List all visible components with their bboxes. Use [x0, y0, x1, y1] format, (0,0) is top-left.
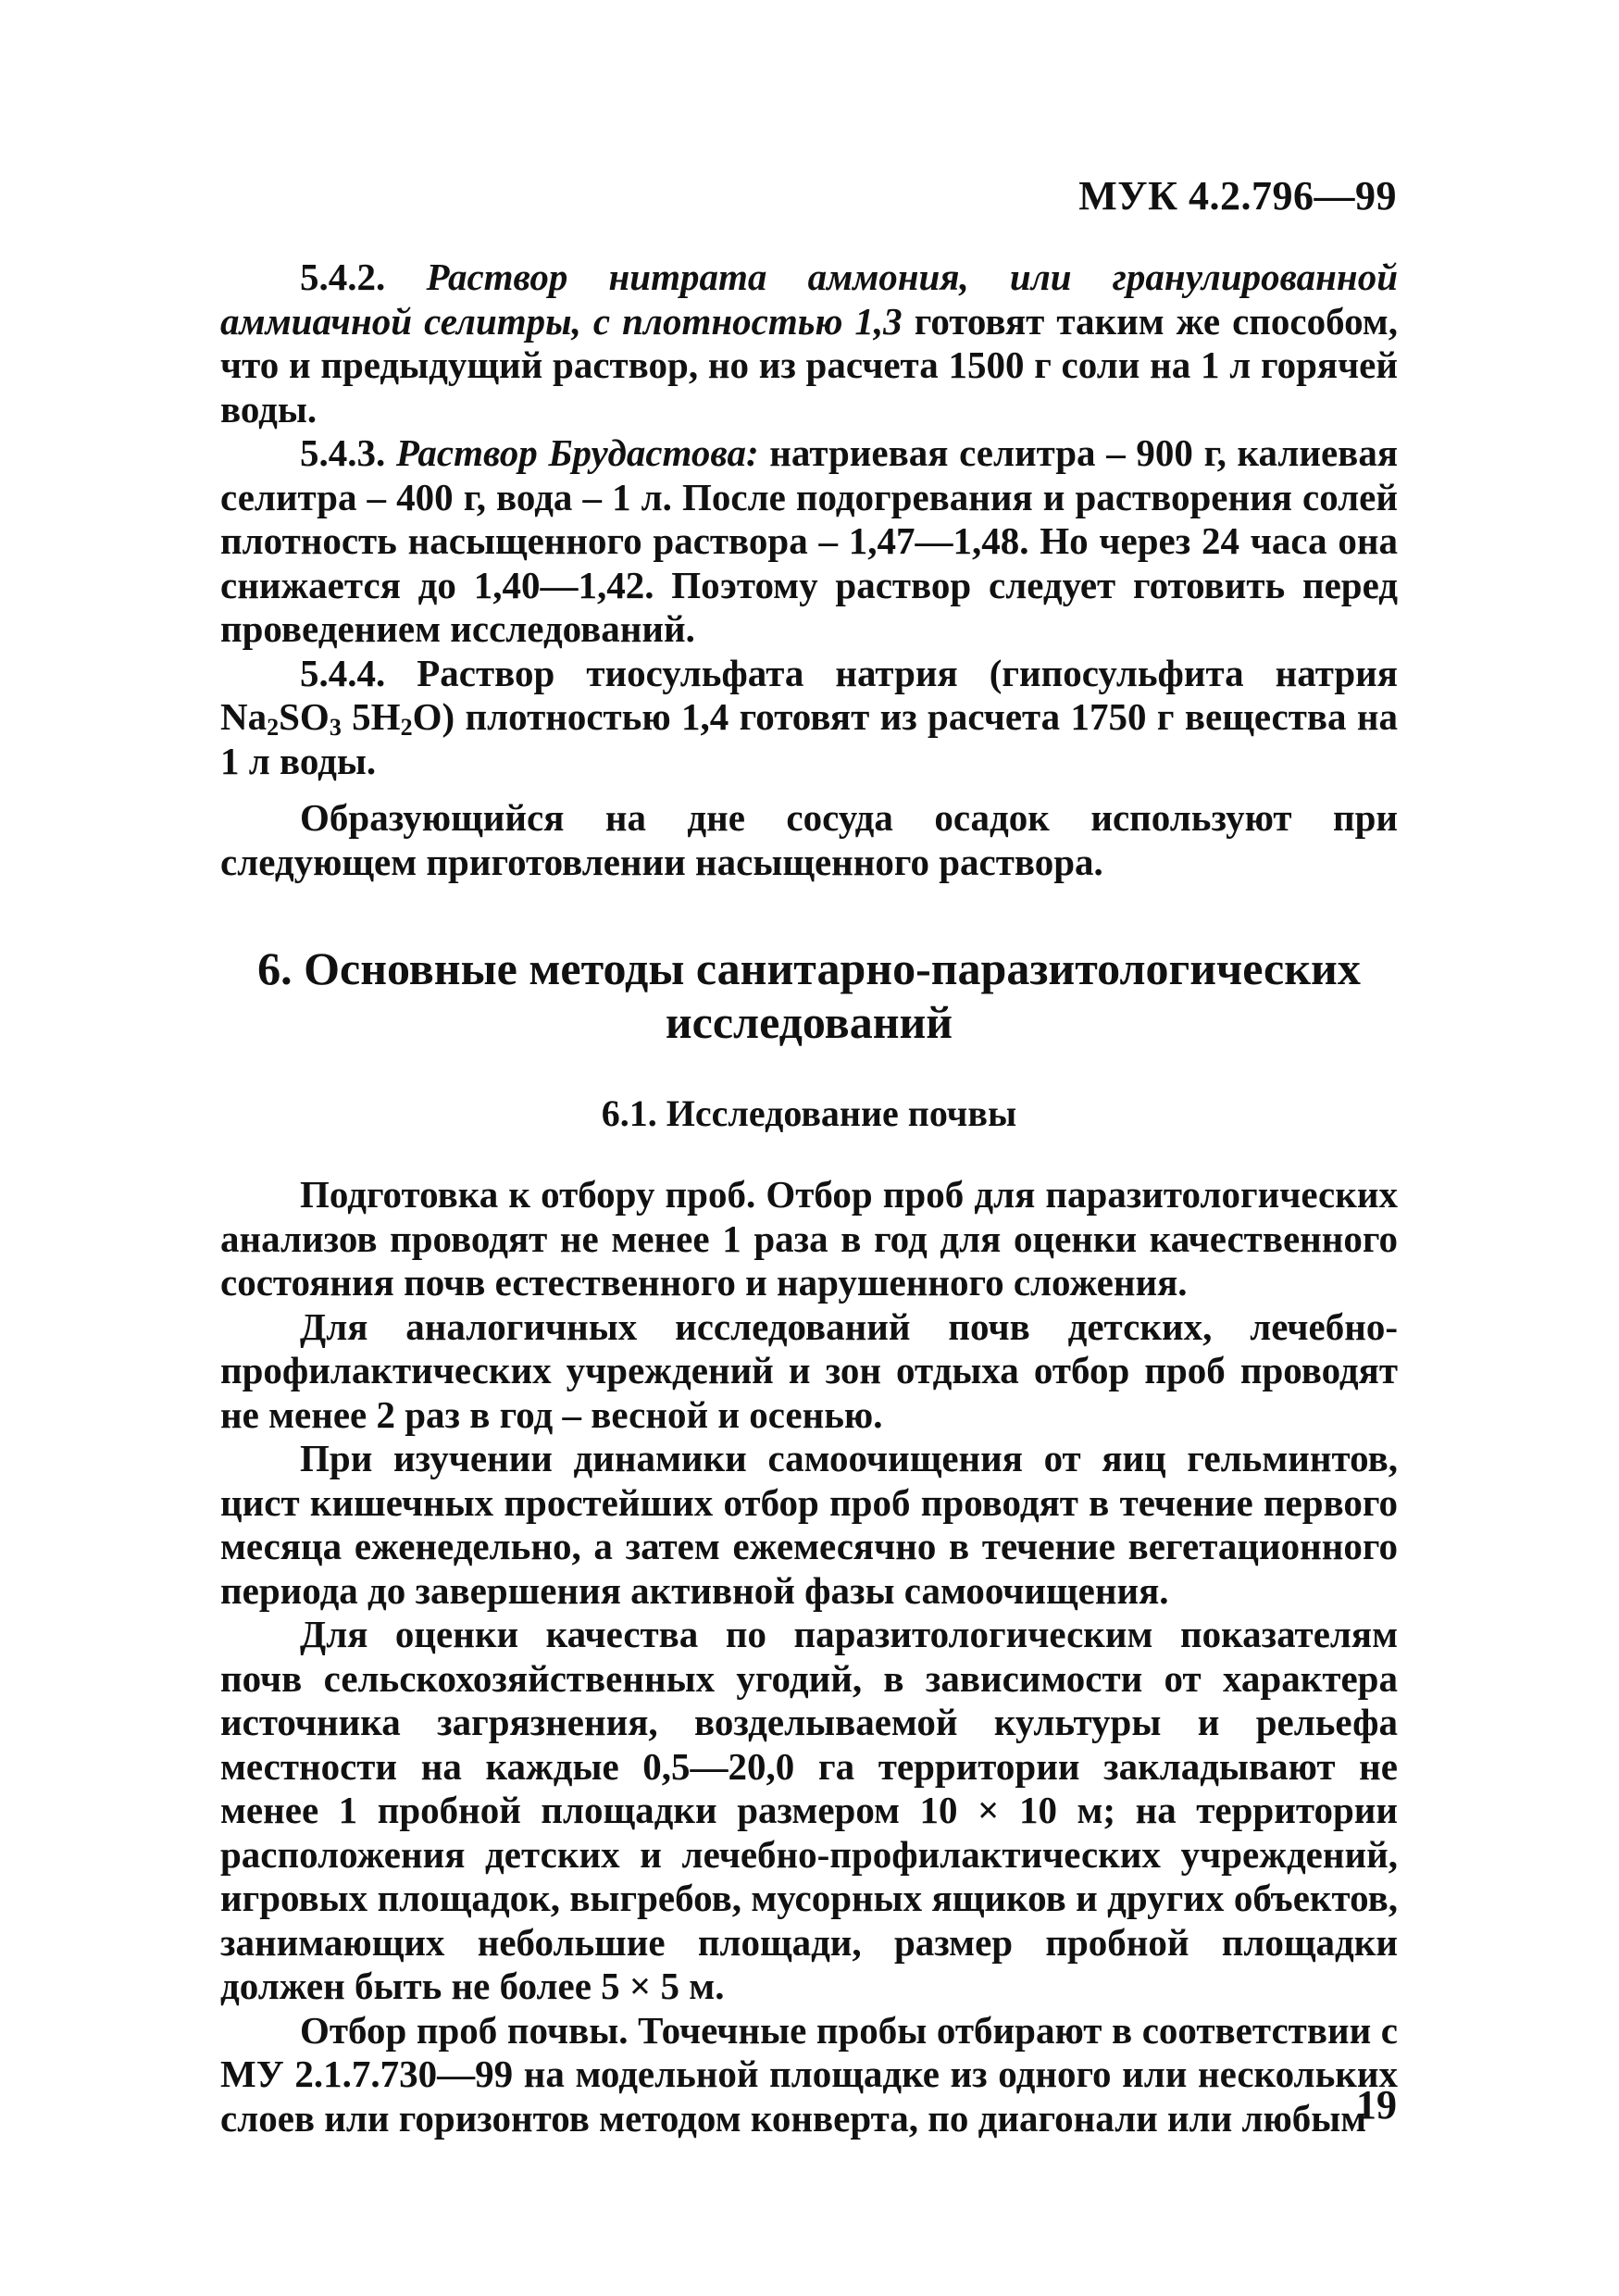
formula-subscript: 3 — [329, 714, 342, 741]
chapter-title-line: исследований — [665, 996, 953, 1048]
running-header: МУК 4.2.796—99 — [1078, 173, 1397, 218]
paragraph-5-4-4 — [220, 652, 1398, 784]
paragraph-self-cleaning: При изучении динамики самоочищения от яиц гельминтов, цист кишечных простейших отбор проб проводят в течение первого месяца еженедельно, а затем ежемесячно в течение вегетационного периода до завершения активной фазы самоочищения. — [220, 1437, 1398, 1612]
paragraph-quality-assessment: Для оценки качества по паразитологическим показателям почв сельскохозяйственных угодий, в зависимости от характера источника загрязнения, возделываемой культуры и рельефа местности на каждые 0,5—20,0 га территории закладывают не менее 1 пробной площадки размером 10 × 10 м; на территории расположения детских и лечебно-профилактических учреждений, игровых площадок, выгребов, мусорных ящиков и других объектов, занимающих небольшие площади, размер пробной площадки должен быть не более 5 × 5 м. — [220, 1613, 1398, 2007]
paragraph-5-4-2 — [220, 256, 1398, 431]
clause-number: 5.4.2. — [300, 256, 427, 298]
paragraph-children-institutions: Для аналогичных исследований почв детских, лечебно-профилактических учреждений и зон отдыха отбор проб проводят не менее 2 раз в год – весной и осенью. — [220, 1304, 1398, 1436]
clause-number: 5.4.3. — [300, 431, 396, 474]
run-in-heading: Отбор проб почвы — [300, 2008, 619, 2052]
paragraph-text: . Точечные пробы отбирают в соответствии с МУ 2.1.7.730—99 на модельной площадке из одного или нескольких слоев или горизонтов методом конверта, по диагонали или любым — [220, 2008, 1398, 2140]
clause-title: Раствор нитрата аммония, или гранулированной аммиачной селитры, с плотностью 1,3 — [220, 256, 1398, 343]
formula-text: 5H — [341, 695, 401, 738]
paragraph-sampling-prep — [220, 1173, 1398, 1305]
clause-text: натриевая селитра – 900 г, калиевая селитра – 400 г, вода – 1 л. После подогревания и растворения солей плотность насыщенного раствора – 1,47—1,48. Но через 24 часа она снижается до 1,40—1,42. Поэтому раствор следует готовить перед проведением исследований. — [220, 431, 1398, 650]
formula-text: SO — [279, 695, 330, 738]
page-number: 19 — [1356, 2082, 1397, 2128]
paragraph-text: . Отбор проб для паразитологических анализов проводят не менее 1 раза в год для оценки качественного состояния почв естественного и нарушенного сложения. — [220, 1173, 1399, 1304]
section-title: 6.1. Исследование почвы — [601, 1092, 1017, 1134]
page-body — [220, 256, 1398, 2140]
formula-subscript: 2 — [267, 714, 280, 741]
chapter-title-line: 6. Основные методы санитарно-паразитологических — [257, 942, 1361, 994]
chapter-title — [220, 942, 1398, 1049]
paragraph-5-4-3 — [220, 431, 1398, 652]
formula-subscript: 2 — [400, 714, 413, 741]
paragraph-soil-sampling — [220, 2009, 1398, 2141]
run-in-heading: Подготовка к отбору проб — [300, 1173, 746, 1216]
clause-text: готовят таким же способом, что и предыдущий раствор, но из расчета 1500 г соли на 1 л горячей воды. — [220, 299, 1398, 430]
clause-text: 5.4.4. Раствор тиосульфата натрия (гипосульфита натрия Na — [220, 651, 1398, 738]
clause-title: Раствор Брудастова: — [395, 431, 759, 474]
paragraph-sediment: Образующийся на дне сосуда осадок используют при следующем приготовлении насыщенного раствора. — [220, 796, 1398, 883]
clause-text: O) плотностью 1,4 готовят из расчета 1750 г вещества на 1 л воды. — [220, 695, 1398, 782]
